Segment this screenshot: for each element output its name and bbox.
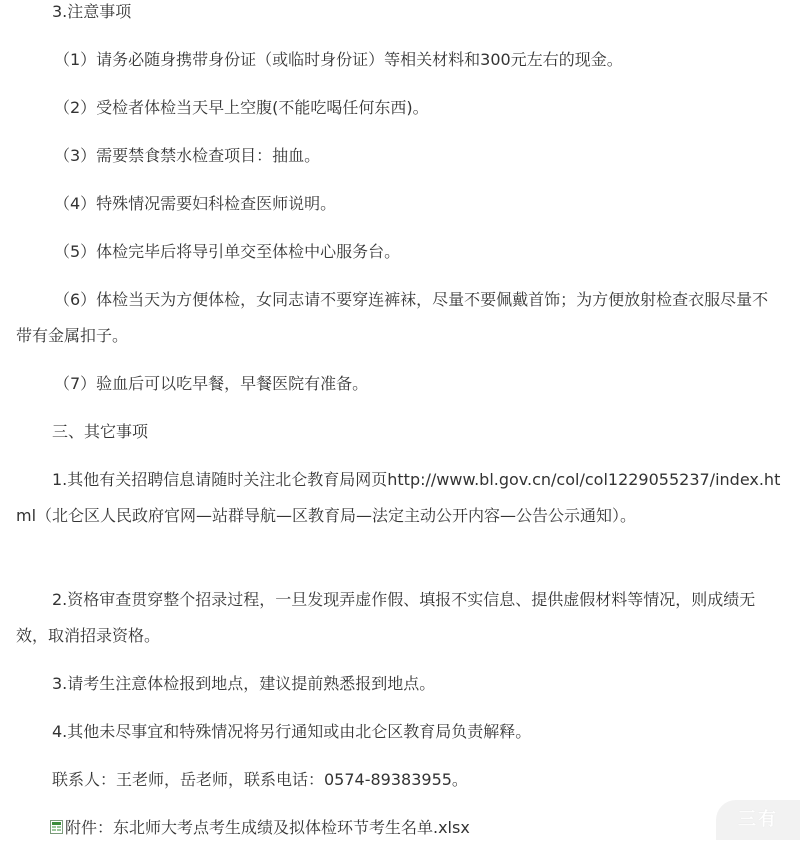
attachment-link[interactable] [50, 810, 470, 846]
note-item-3: （3）需要禁食禁水检查项目：抽血。 [54, 146, 321, 165]
contact-line: 联系人：王老师，岳老师，联系电话：0574-89383955。 [52, 770, 468, 789]
watermark-logo [716, 800, 800, 840]
note-item-4: （4）特殊情况需要妇科检查医师说明。 [54, 194, 337, 213]
note-item-5: （5）体检完毕后将导引单交至体检中心服务台。 [54, 242, 401, 261]
note-item-6: （6）体检当天为方便体检，女同志请不要穿连裤袜，尽量不要佩戴首饰；为方便放射检查衣服尽量不带有金属扣子。 [16, 290, 769, 345]
other-item-4: 4.其他未尽事宜和特殊情况将另行通知或由北仑区教育局负责解释。 [52, 722, 532, 741]
other-item-3: 3.请考生注意体检报到地点，建议提前熟悉报到地点。 [52, 674, 436, 693]
attachment-label[interactable]: 附件：东北师大考点考生成绩及拟体检环节考生名单.xlsx [65, 818, 470, 837]
excel-file-icon [50, 820, 63, 834]
notes-heading: 3.注意事项 [52, 2, 132, 21]
note-item-1: （1）请务必随身携带身份证（或临时身份证）等相关材料和300元左右的现金。 [54, 50, 623, 69]
note-item-7: （7）验血后可以吃早餐，早餐医院有准备。 [54, 374, 369, 393]
watermark-text: 三有 [738, 809, 778, 830]
note-item-2: （2）受检者体检当天早上空腹(不能吃喝任何东西)。 [54, 98, 429, 117]
other-heading: 三、其它事项 [52, 422, 149, 441]
other-item-2: 2.资格审查贯穿整个招录过程，一旦发现弄虚作假、填报不实信息、提供虚假材料等情况，则成绩无效，取消招录资格。 [16, 590, 756, 645]
other-item-1: 1.其他有关招聘信息请随时关注北仑教育局网页http://www.bl.gov.cn/col/col1229055237/index.html（北仑区人民政府官网—站群导航—区教育局—法定主动公开内容—公告公示通知）。 [16, 470, 781, 525]
